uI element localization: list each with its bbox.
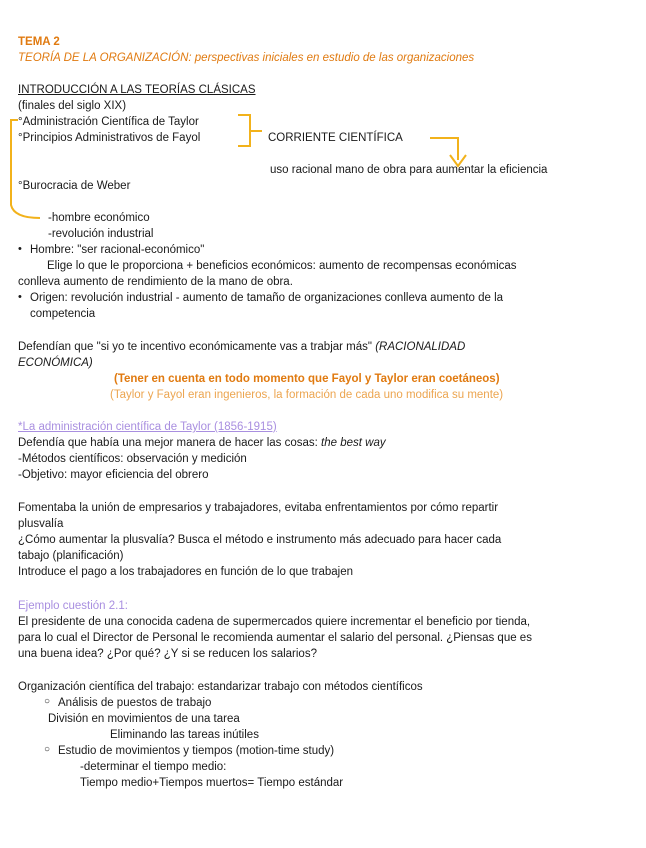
best-way-line	[18, 436, 386, 450]
estudio-line: Estudio de movimientos y tiempos (motion-time study)	[58, 745, 335, 757]
ejemplo-heading: Ejemplo cuestión 2.1:	[18, 600, 128, 612]
item-fayol: °Principios Administrativos de Fayol	[18, 132, 201, 144]
analisis-line: Análisis de puestos de trabajo	[58, 697, 212, 709]
tema-title: TEMA 2	[18, 36, 60, 48]
circle-bullet-icon: ○	[44, 744, 51, 755]
objetivo-line: -Objetivo: mayor eficiencia del obrero	[18, 469, 209, 481]
bullet-icon: •	[18, 243, 22, 255]
racionalidad-line-1	[18, 340, 465, 354]
best-way-text: Defendía que había una mejor manera de hacer las cosas:	[18, 437, 322, 449]
eliminando-line: Eliminando las tareas inútiles	[110, 729, 259, 741]
origen-line-1: Origen: revolución industrial - aumento de tamaño de organizaciones conlleva aumento de la	[30, 292, 504, 304]
item-weber: °Burocracia de Weber	[18, 180, 131, 192]
bullet-icon: •	[18, 291, 22, 303]
division-line: División en movimientos de una tarea	[48, 713, 240, 725]
introduce-line: Introduce el pago a los trabajadores en función de lo que trabajen	[18, 566, 354, 578]
formula-line: Tiempo medio+Tiempos muertos= Tiempo estándar	[80, 777, 344, 789]
organizacion-title: Organización científica del trabajo: estandarizar trabajo con métodos científicos	[18, 681, 423, 693]
determinar-line: -determinar el tiempo medio:	[80, 761, 227, 773]
intro-period: (finales del siglo XIX)	[18, 100, 127, 112]
elige-line-1: Elige lo que le proporciona + beneficios económicos: aumento de recompensas económicas	[47, 260, 517, 272]
sub-hombre-economico: -hombre económico	[48, 212, 150, 224]
tema-subtitle: TEORÍA DE LA ORGANIZACIÓN: perspectivas iniciales en estudio de las organizaciones	[18, 52, 475, 64]
fomentaba-line-2: plusvalía	[18, 518, 64, 530]
corriente-cientifica: CORRIENTE CIENTÍFICA	[268, 132, 403, 144]
ejemplo-line-2: para lo cual el Director de Personal le recomienda aumentar el salario del personal. ¿Piensas que es	[18, 632, 532, 644]
bullet-hombre: Hombre: "ser racional-económico"	[30, 244, 205, 256]
racionalidad-text: Defendían que "si yo te incentivo económicamente vas a trabjar más"	[18, 341, 376, 353]
coetaneos-note: (Tener en cuenta en todo momento que Fayol y Taylor eran coetáneos)	[114, 373, 500, 385]
origen-line-2: competencia	[30, 308, 96, 320]
como-line-1: ¿Cómo aumentar la plusvalía? Busca el método e instrumento más adecuado para hacer cada	[18, 534, 502, 546]
taylor-heading: *La administración científica de Taylor (1856-1915)	[18, 421, 277, 433]
intro-heading: INTRODUCCIÓN A LAS TEORÍAS CLÁSICAS	[18, 84, 256, 96]
ejemplo-line-1: El presidente de una conocida cadena de supermercados quiere incrementar el beneficio por tienda,	[18, 616, 531, 628]
elige-line-2: conlleva aumento de rendimiento de la mano de obra.	[18, 276, 293, 288]
racionalidad-italic: (RACIONALIDAD	[375, 341, 466, 353]
arrow-line	[430, 138, 458, 160]
item-taylor: °Administración Científica de Taylor	[18, 116, 199, 128]
circle-bullet-icon: ○	[44, 696, 51, 707]
metodos-line: -Métodos científicos: observación y medición	[18, 453, 247, 465]
como-line-2: tabajo (planificación)	[18, 550, 124, 562]
right-bracket	[238, 115, 250, 146]
ejemplo-line-3: una buena idea? ¿Por qué? ¿Y si se reducen los salarios?	[18, 648, 317, 660]
racionalidad-line-2: ECONÓMICA)	[18, 357, 93, 369]
sub-revolucion-industrial: -revolución industrial	[48, 228, 154, 240]
fomentaba-line-1: Fomentaba la unión de empresarios y trabajadores, evitaba enfrentamientos por cómo repartir	[18, 502, 499, 514]
ingenieros-note: (Taylor y Fayol eran ingenieros, la formación de cada uno modifica su mente)	[110, 389, 504, 401]
uso-racional: uso racional mano de obra para aumentar la eficiencia	[270, 164, 548, 176]
best-way-italic: the best way	[321, 437, 386, 449]
